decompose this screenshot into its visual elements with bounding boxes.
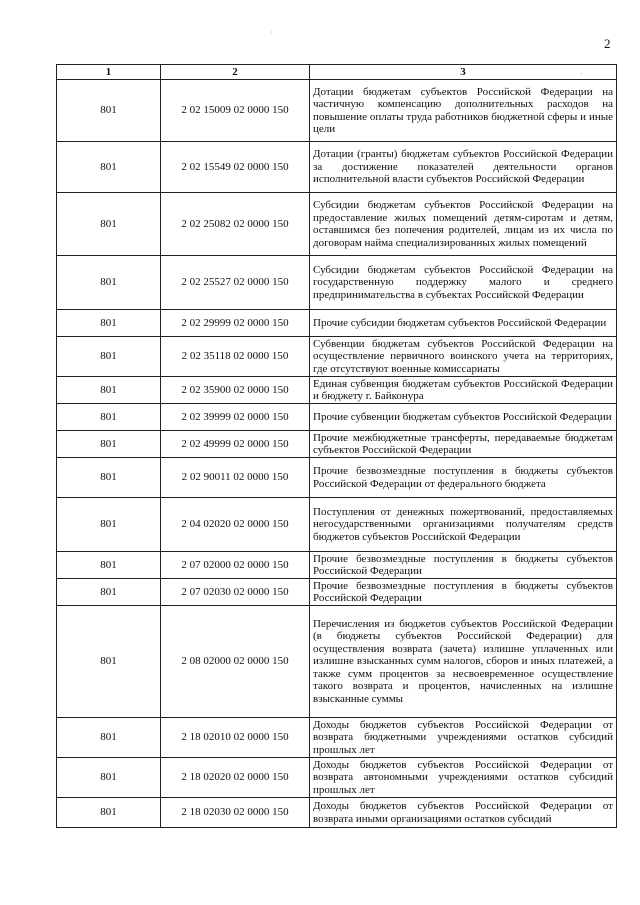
admin-code-cell: 801	[57, 718, 161, 758]
column-header-2: 2	[161, 65, 310, 80]
revenue-code-cell: 2 02 90011 02 0000 150	[161, 458, 310, 498]
description-cell: Дотации (гранты) бюджетам субъектов Российской Федерации за достижение показателей деятельности органов исполнительной власти субъектов Российской Федерации	[310, 142, 617, 193]
scan-speck: ·	[270, 28, 273, 37]
admin-code-cell: 801	[57, 80, 161, 142]
revenue-code-cell: 2 04 02020 02 0000 150	[161, 498, 310, 552]
table-row	[57, 718, 617, 758]
admin-code-cell: 801	[57, 377, 161, 404]
table-row	[57, 377, 617, 404]
admin-code-cell: 801	[57, 606, 161, 718]
scan-speck: ·	[580, 70, 583, 79]
revenue-code-cell: 2 07 02000 02 0000 150	[161, 552, 310, 579]
description-cell: Прочие безвозмездные поступления в бюджеты субъектов Российской Федерации	[310, 579, 617, 606]
table-row	[57, 80, 617, 142]
revenue-code-cell: 2 02 15549 02 0000 150	[161, 142, 310, 193]
revenue-code-cell: 2 02 49999 02 0000 150	[161, 431, 310, 458]
description-cell: Доходы бюджетов субъектов Российской Федерации от возврата иными организациями остатков субсидий	[310, 798, 617, 828]
revenue-code-cell: 2 02 15009 02 0000 150	[161, 80, 310, 142]
revenue-code-cell: 2 18 02010 02 0000 150	[161, 718, 310, 758]
page-number: 2	[604, 36, 611, 51]
admin-code-cell: 801	[57, 458, 161, 498]
description-cell: Поступления от денежных пожертвований, предоставляемых негосударственными организациями получателям средств бюджетов субъектов Российской Федерации	[310, 498, 617, 552]
revenue-code-cell: 2 02 25527 02 0000 150	[161, 256, 310, 310]
table-row	[57, 552, 617, 579]
description-cell: Субсидии бюджетам субъектов Российской Федерации на государственную поддержку малого и среднего предпринимательства в субъектах Российской Федерации	[310, 256, 617, 310]
admin-code-cell: 801	[57, 256, 161, 310]
admin-code-cell: 801	[57, 758, 161, 798]
description-cell: Субсидии бюджетам субъектов Российской Федерации на предоставление жилых помещений детям-сиротам и детям, оставшимся без попечения родителей, лицам из их числа по договорам найма специализированных жилых помещений	[310, 193, 617, 256]
table-row	[57, 310, 617, 337]
revenue-code-cell: 2 02 39999 02 0000 150	[161, 404, 310, 431]
table-row	[57, 758, 617, 798]
admin-code-cell: 801	[57, 552, 161, 579]
description-cell: Прочие безвозмездные поступления в бюджеты субъектов Российской Федерации от федерального бюджета	[310, 458, 617, 498]
description-cell: Субвенции бюджетам субъектов Российской Федерации на осуществление первичного воинского учета на территориях, где отсутствуют военные комиссариаты	[310, 337, 617, 377]
description-cell: Дотации бюджетам субъектов Российской Федерации на частичную компенсацию дополнительных расходов на повышение оплаты труда работников бюджетной сферы и иные цели	[310, 80, 617, 142]
table-row	[57, 256, 617, 310]
revenue-code-cell: 2 07 02030 02 0000 150	[161, 579, 310, 606]
table-row	[57, 431, 617, 458]
description-cell: Прочие безвозмездные поступления в бюджеты субъектов Российской Федерации	[310, 552, 617, 579]
description-cell: Прочие межбюджетные трансферты, передаваемые бюджетам субъектов Российской Федерации	[310, 431, 617, 458]
revenue-code-cell: 2 18 02030 02 0000 150	[161, 798, 310, 828]
revenue-code-cell: 2 02 29999 02 0000 150	[161, 310, 310, 337]
table-row	[57, 606, 617, 718]
table-row	[57, 142, 617, 193]
admin-code-cell: 801	[57, 142, 161, 193]
column-header-3: 3	[310, 65, 617, 80]
admin-code-cell: 801	[57, 798, 161, 828]
column-header-1: 1	[57, 65, 161, 80]
table-header-row	[57, 65, 617, 80]
table-row	[57, 337, 617, 377]
description-cell: Единая субвенция бюджетам субъектов Российской Федерации и бюджету г. Байконура	[310, 377, 617, 404]
admin-code-cell: 801	[57, 579, 161, 606]
revenue-code-cell: 2 02 25082 02 0000 150	[161, 193, 310, 256]
description-cell: Доходы бюджетов субъектов Российской Федерации от возврата автономными учреждениями остатков субсидий прошлых лет	[310, 758, 617, 798]
table-row	[57, 798, 617, 828]
description-cell: Прочие субвенции бюджетам субъектов Российской Федерации	[310, 404, 617, 431]
revenue-code-cell: 2 02 35118 02 0000 150	[161, 337, 310, 377]
admin-code-cell: 801	[57, 498, 161, 552]
admin-code-cell: 801	[57, 404, 161, 431]
description-cell: Прочие субсидии бюджетам субъектов Российской Федерации	[310, 310, 617, 337]
table-row	[57, 498, 617, 552]
description-cell: Доходы бюджетов субъектов Российской Федерации от возврата бюджетными учреждениями остатков субсидий прошлых лет	[310, 718, 617, 758]
table-row	[57, 579, 617, 606]
revenue-code-cell: 2 08 02000 02 0000 150	[161, 606, 310, 718]
admin-code-cell: 801	[57, 193, 161, 256]
table-row	[57, 404, 617, 431]
admin-code-cell: 801	[57, 337, 161, 377]
revenue-code-cell: 2 18 02020 02 0000 150	[161, 758, 310, 798]
admin-code-cell: 801	[57, 431, 161, 458]
table-row	[57, 193, 617, 256]
table-row	[57, 458, 617, 498]
revenue-code-cell: 2 02 35900 02 0000 150	[161, 377, 310, 404]
revenue-codes-table	[56, 64, 617, 828]
admin-code-cell: 801	[57, 310, 161, 337]
description-cell: Перечисления из бюджетов субъектов Российской Федерации (в бюджеты субъектов Российской Федерации) для осуществления возврата (зачета) излишне уплаченных или излишне взысканных сумм налогов, сборов и иных платежей, а также сумм процентов за несвоевременное осуществление такого возврата и процентов, начисленных на излишне взысканные суммы	[310, 606, 617, 718]
